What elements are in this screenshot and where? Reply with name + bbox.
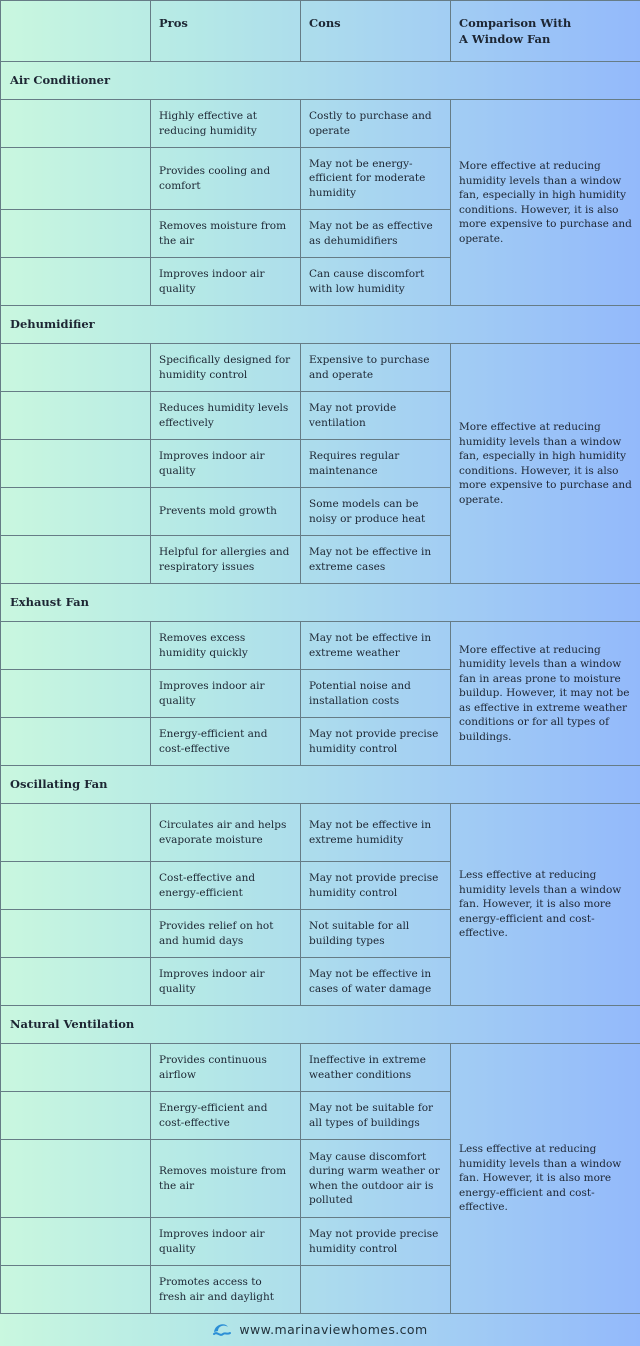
pro-cell: Highly effective at reducing humidity xyxy=(151,100,301,148)
empty-cell xyxy=(1,1092,151,1140)
empty-cell xyxy=(1,1140,151,1218)
empty-cell xyxy=(1,392,151,440)
pro-cell: Energy-efficient and cost-effective xyxy=(151,718,301,766)
section-title: Exhaust Fan xyxy=(1,584,640,622)
con-cell: May not be effective in extreme humidity xyxy=(301,804,451,862)
pro-cell: Specifically designed for humidity control xyxy=(151,344,301,392)
comparison-cell: More effective at reducing humidity levels than a window fan in areas prone to moisture buildup. However, it may not be as effective in extreme weather conditions or for all types of buildings. xyxy=(451,622,640,766)
con-cell: Costly to purchase and operate xyxy=(301,100,451,148)
empty-cell xyxy=(1,1218,151,1266)
empty-cell xyxy=(1,258,151,306)
empty-cell xyxy=(1,148,151,210)
header-comparison-line2: A Window Fan xyxy=(459,32,551,46)
con-cell: May not provide precise humidity control xyxy=(301,718,451,766)
comparison-cell: Less effective at reducing humidity levels than a window fan. However, it is also more energy-efficient and cost-effective. xyxy=(451,804,640,1006)
empty-cell xyxy=(1,1266,151,1314)
section-title: Dehumidifier xyxy=(1,306,640,344)
empty-cell xyxy=(1,100,151,148)
empty-cell xyxy=(1,910,151,958)
con-cell: May not be suitable for all types of buildings xyxy=(301,1092,451,1140)
section-header-row xyxy=(1,584,640,622)
website-url[interactable]: www.marinaviewhomes.com xyxy=(239,1321,428,1337)
section-header-row xyxy=(1,766,640,804)
empty-cell xyxy=(1,536,151,584)
con-cell: Potential noise and installation costs xyxy=(301,670,451,718)
empty-cell xyxy=(1,440,151,488)
pro-cell: Removes moisture from the air xyxy=(151,1140,301,1218)
table-row xyxy=(1,804,640,862)
table-row xyxy=(1,100,640,148)
header-comparison-line1: Comparison With xyxy=(459,16,572,30)
con-cell: May not be effective in extreme cases xyxy=(301,536,451,584)
section-title: Air Conditioner xyxy=(1,62,640,100)
pro-cell: Improves indoor air quality xyxy=(151,440,301,488)
empty-cell xyxy=(1,488,151,536)
empty-cell xyxy=(1,862,151,910)
wave-logo-icon xyxy=(212,1319,232,1339)
header-pros: Pros xyxy=(151,1,301,62)
pro-cell: Provides continuous airflow xyxy=(151,1044,301,1092)
comparison-cell: Less effective at reducing humidity levels than a window fan. However, it is also more energy-efficient and cost-effective. xyxy=(451,1044,640,1314)
empty-cell xyxy=(1,958,151,1006)
pro-cell: Energy-efficient and cost-effective xyxy=(151,1092,301,1140)
empty-cell xyxy=(1,344,151,392)
con-cell: May not provide precise humidity control xyxy=(301,1218,451,1266)
empty-cell xyxy=(1,1044,151,1092)
section-header-row xyxy=(1,62,640,100)
header-cons: Cons xyxy=(301,1,451,62)
con-cell: May not be effective in extreme weather xyxy=(301,622,451,670)
con-cell: May not provide precise humidity control xyxy=(301,862,451,910)
pro-cell: Provides relief on hot and humid days xyxy=(151,910,301,958)
header-comparison xyxy=(451,1,640,62)
con-cell: Some models can be noisy or produce heat xyxy=(301,488,451,536)
con-cell: May not be energy-efficient for moderate humidity xyxy=(301,148,451,210)
table-row xyxy=(1,622,640,670)
table-header-row xyxy=(1,1,640,62)
con-cell: Not suitable for all building types xyxy=(301,910,451,958)
pro-cell: Improves indoor air quality xyxy=(151,258,301,306)
section-title: Oscillating Fan xyxy=(1,766,640,804)
con-cell: May not be effective in cases of water damage xyxy=(301,958,451,1006)
section-header-row xyxy=(1,306,640,344)
con-cell: May not be as effective as dehumidifiers xyxy=(301,210,451,258)
pro-cell: Prevents mold growth xyxy=(151,488,301,536)
pro-cell: Cost-effective and energy-efficient xyxy=(151,862,301,910)
pro-cell: Helpful for allergies and respiratory issues xyxy=(151,536,301,584)
pro-cell: Reduces humidity levels effectively xyxy=(151,392,301,440)
comparison-cell: More effective at reducing humidity levels than a window fan, especially in high humidity conditions. However, it is also more expensive to purchase and operate. xyxy=(451,344,640,584)
con-cell: Ineffective in extreme weather conditions xyxy=(301,1044,451,1092)
footer xyxy=(0,1312,640,1346)
empty-cell xyxy=(1,718,151,766)
table-row xyxy=(1,1044,640,1092)
empty-cell xyxy=(1,670,151,718)
con-cell: Expensive to purchase and operate xyxy=(301,344,451,392)
con-cell: May cause discomfort during warm weather or when the outdoor air is polluted xyxy=(301,1140,451,1218)
con-cell: May not provide ventilation xyxy=(301,392,451,440)
pro-cell: Removes excess humidity quickly xyxy=(151,622,301,670)
section-title: Natural Ventilation xyxy=(1,1006,640,1044)
empty-cell xyxy=(1,210,151,258)
table-row xyxy=(1,344,640,392)
pro-cell: Circulates air and helps evaporate moisture xyxy=(151,804,301,862)
pro-cell: Promotes access to fresh air and daylight xyxy=(151,1266,301,1314)
section-header-row xyxy=(1,1006,640,1044)
comparison-cell: More effective at reducing humidity levels than a window fan, especially in high humidity conditions. However, it is also more expensive to purchase and operate. xyxy=(451,100,640,306)
header-empty-cell xyxy=(1,1,151,62)
pro-cell: Removes moisture from the air xyxy=(151,210,301,258)
con-cell: Can cause discomfort with low humidity xyxy=(301,258,451,306)
pro-cell: Improves indoor air quality xyxy=(151,958,301,1006)
pro-cell: Improves indoor air quality xyxy=(151,1218,301,1266)
empty-cell xyxy=(1,804,151,862)
empty-cell xyxy=(1,622,151,670)
pro-cell: Improves indoor air quality xyxy=(151,670,301,718)
con-cell xyxy=(301,1266,451,1314)
con-cell: Requires regular maintenance xyxy=(301,440,451,488)
pro-cell: Provides cooling and comfort xyxy=(151,148,301,210)
